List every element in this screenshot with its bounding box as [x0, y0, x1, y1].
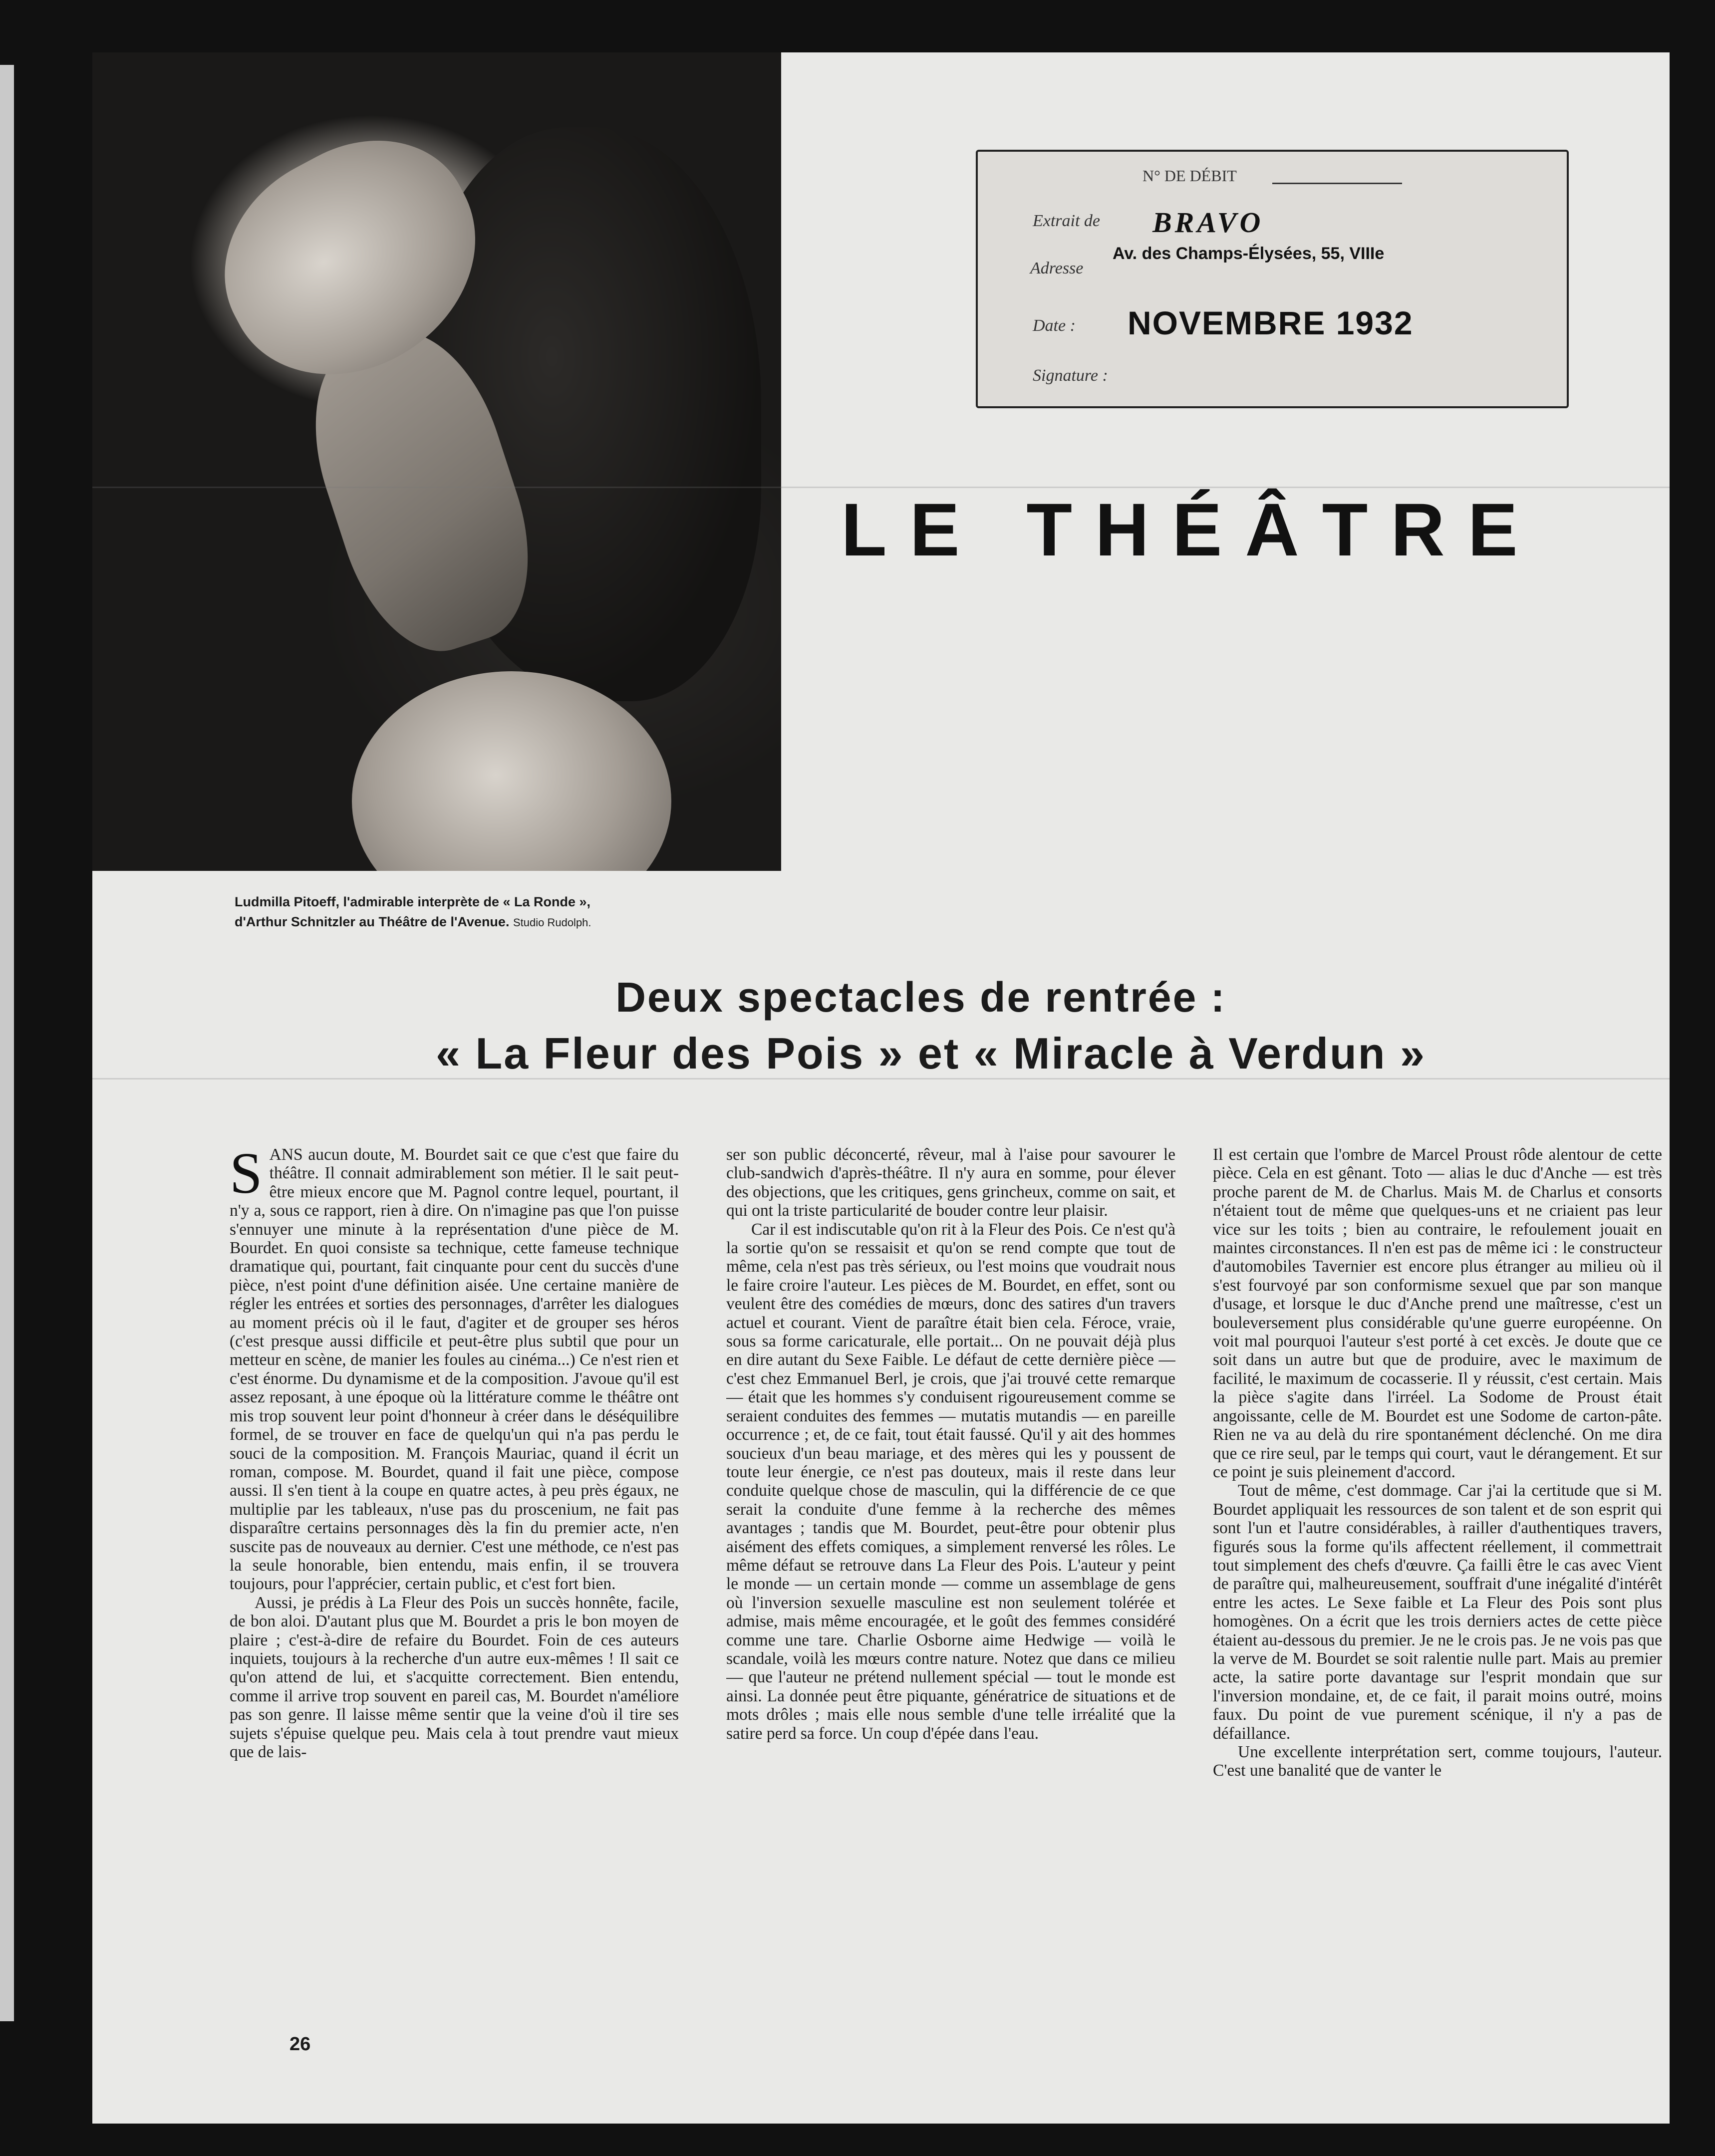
photo-shoulder — [352, 671, 671, 871]
portrait-photo — [92, 52, 781, 871]
adresse-value: Av. des Champs-Élysées, 55, VIIIe — [1113, 244, 1385, 263]
section-title: LE THÉÂTRE — [841, 488, 1541, 571]
debit-blank-line — [1272, 183, 1402, 184]
photo-credit: Studio Rudolph. — [513, 916, 591, 929]
press-clipping-stamp — [976, 150, 1569, 408]
caption-line-2 — [235, 912, 834, 933]
article-paragraph: ser son public déconcerté, rêveur, mal à l'aise pour savourer le club-sandwich d'après-théâtre. Il n'y aura en somme, pour élever des objections, que les critiques, gens grincheux, comme on sait, et qui ont la triste particularité de bouder contre leur plaisir. — [726, 1145, 1175, 1220]
extrait-label: Extrait de — [1033, 212, 1101, 230]
article-column-1 — [230, 1145, 679, 2044]
page-number: 26 — [289, 2034, 311, 2055]
article-paragraph — [230, 1145, 679, 1594]
paragraph-text: ANS aucun doute, M. Bourdet sait ce que c'est que faire du théâtre. Il connait admirablement son métier. Il le sait peut-être mieux encore que M. Pagnol contre lequel, pourtant, il n'y a, sous ce rapport, rien à dire. On n'imagine pas que l'on puisse s'ennuyer une minute à la représentation d'une pièce de M. Bourdet. En quoi consiste sa technique, cette fameuse technique dramatique qui, pourtant, fait cinquante pour cent du succès d'une pièce, n'est point d'une définition aisée. Une certaine manière de régler les entrées et sorties des personnages, d'arrêter les dialogues au moment précis où il le faut, d'agiter et de grouper ses héros (c'est presque aussi difficile et peut-être plus subtil que pour un metteur en scène, de manier les foules au cinéma...) Ce n'est rien et c'est énorme. Du dynamisme et de la composition. J'avoue qu'il est assez reposant, à une époque où la littérature comme le théâtre ont mis trop souvent leur point d'honneur à créer dans le déséquilibre formel, de se trouver en face de quelqu'un qui n'a pas perdu le souci de la composition. M. François Mauriac, quand il écrit un roman, compose. M. Bourdet, quand il fait une pièce, compose aussi. Il s'en tient à la coupe en quatre actes, à peu près égaux, ne multiplie par les tableaux, n'use pas du proscenium, ne fait pas disparaître certains personnages dès la fin du premier acte, n'en suscite pas de nouveaux au dernier. C'est une méthode, ce n'est pas la seule honorable, bien entendu, mais enfin, il se trouvera toujours, pour l'apprécier, certain public, et c'est fort bien. — [230, 1145, 679, 1594]
extrait-value: BRAVO — [1152, 206, 1264, 239]
drop-cap: S — [230, 1145, 263, 1206]
adresse-label: Adresse — [1030, 259, 1084, 277]
photo-caption — [235, 892, 834, 933]
headline-line-1: Deux spectacles de rentrée : — [615, 974, 1226, 1021]
article-paragraph: Tout de même, c'est dommage. Car j'ai la certitude que si M. Bourdet appliquait les ressources de son talent et de son esprit qui sont l'un et l'autre considérables, à railler d'authentiques travers, figurés sous la forme qu'ils affectent réellement, il commettrait tout simplement des chefs d'œuvre. Ça failli être le cas avec Vient de paraître qui, malheureusement, souffrait d'une inégalité d'intérêt entre les actes. Le Sexe faible et La Fleur des Pois sont plus homogènes. On a écrit que les trois derniers actes de cette pièce étaient au-dessous du premier. Je ne le crois pas. Je ne vois pas que la verve de M. Bourdet se soit ralentie nulle part. Mais au premier acte, la satire porte davantage sur l'esprit mondain que sur l'inversion mondaine, et, de ce fait, il parait moins outré, moins faux. Du point de vue purement scénique, il n'y a pas de défaillance. — [1213, 1481, 1662, 1743]
article-paragraph: Une excellente interprétation sert, comme toujours, l'auteur. C'est une banalité que de vanter le — [1213, 1743, 1662, 1780]
article-column-2 — [726, 1145, 1175, 2044]
caption-line-1: Ludmilla Pitoeff, l'admirable interprète de « La Ronde », — [235, 894, 591, 909]
left-scan-border — [0, 65, 14, 2021]
article-paragraph: Car il est indiscutable qu'on rit à la Fleur des Pois. Ce n'est qu'à la sortie qu'on se ressaisit et qu'on se rend compte que tout de même, cela n'est pas très sérieux, ou l'est moins que voudrait nous le faire croire l'auteur. Les pièces de M. Bourdet, en effet, sont ou veulent être des comédies de mœurs, donc des satires d'un travers actuel et courant. Vient de paraître était bien cela. Féroce, vraie, sous sa forme caricaturale, elle portait... On ne pouvait déjà plus en dire autant du Sexe Faible. Le défaut de cette dernière pièce — c'est chez Emmanuel Berl, je crois, que j'ai trouvé cette remarque — était que les hommes s'y conduisent rigoureusement comme se seraient conduites des femmes — mutatis mutandis — en pareille occurrence ; et, de ce fait, tout était faussé. Qu'il y ait des hommes soucieux d'un beau mariage, et des mères qui les y poussent de toute leur énergie, ce n'est pas douteux, mais il reste dans leur conduite quelque chose de masculin, qui la différencie de ce que serait la conduite d'une femme à la recherche des mêmes avantages ; tandis que M. Bourdet, peut-être pour obtenir plus aisément des effets comiques, a simplement renversé les rôles. Le même défaut se retrouve dans La Fleur des Pois. L'auteur y peint le monde — un certain monde — comme un assemblage de gens où l'inversion sexuelle masculine est non seulement tolérée et admise, mais même encouragée, et le goût des femmes considéré comme une tare. Charlie Osborne aime Hedwige — voilà le scandale, voilà les mœurs contre nature. Notez que dans ce milieu — que l'auteur ne prétend nullement spécial — tout le monde est ainsi. La donnée peut être piquante, génératrice de situations et de mots drôles ; mais elle nous semble d'une telle irréalité que la satire perd sa force. Un coup d'épée dans l'eau. — [726, 1220, 1175, 1743]
date-label: Date : — [1033, 316, 1076, 335]
caption-line-2-text: d'Arthur Schnitzler au Théâtre de l'Avenue. — [235, 914, 510, 929]
date-value: NOVEMBRE 1932 — [1128, 304, 1414, 341]
article-column-3 — [1213, 1145, 1662, 2044]
article-paragraph: Aussi, je prédis à La Fleur des Pois un succès honnête, facile, de bon aloi. D'autant plus que M. Bourdet a pris le bon moyen de plaire ; c'est-à-dire de refaire du Bourdet. Foin de ces auteurs inquiets, toujours à la recherche d'un autre eux-mêmes ! Il sait ce qu'on attend de lui, et s'acquitte correctement. Bien entendu, comme il arrive trop souvent en pareil cas, M. Bourdet n'améliore pas son genre. Il laisse même sentir que la veine d'où il tire ses sujets s'épuise quelque peu. Mais cela à tout prendre vaut mieux que de lais- — [230, 1593, 679, 1761]
signature-label: Signature : — [1033, 366, 1108, 385]
debit-label: N° DE DÉBIT — [1143, 167, 1237, 185]
newspaper-page — [92, 52, 1670, 2124]
headline-line-2: « La Fleur des Pois » et « Miracle à Verdun » — [436, 1029, 1426, 1078]
article-paragraph: Il est certain que l'ombre de Marcel Proust rôde alentour de cette pièce. Cela en est gênant. Toto — alias le duc d'Anche — est très proche parent de M. de Charlus. Mais M. de Charlus et consorts n'étaient tout de même que quelques-uns et ne criaient pas leur vice sur les toits ; bien au contraire, le refoulement jouait en maintes circonstances. Il n'en est pas de même ici : le constructeur d'automobiles Tavernier est encore plus étranger au milieu où il s'est fourvoyé par son conformisme sexuel que par son manque d'usage, et lorsque le duc d'Anche prend une maîtresse, c'est un bouleversement plus considérable qu'une guerre européenne. On voit mal pourquoi l'auteur s'est porté à cet excès. Je doute que ce soit dans un autre but que de produire, avec le maximum de facilité, le maximum de cocasserie. Il y réussit, c'est certain. Mais la pièce s'agite dans l'irréel. La Sodome de Proust était angoissante, celle de M. Bourdet est une Sodome de carton-pâte. Rien ne va au delà du rire spontanément déclenché. On me dira que ce rire seul, par le temps qui court, vaut le dérangement. Et sur ce point je suis pleinement d'accord. — [1213, 1145, 1662, 1481]
